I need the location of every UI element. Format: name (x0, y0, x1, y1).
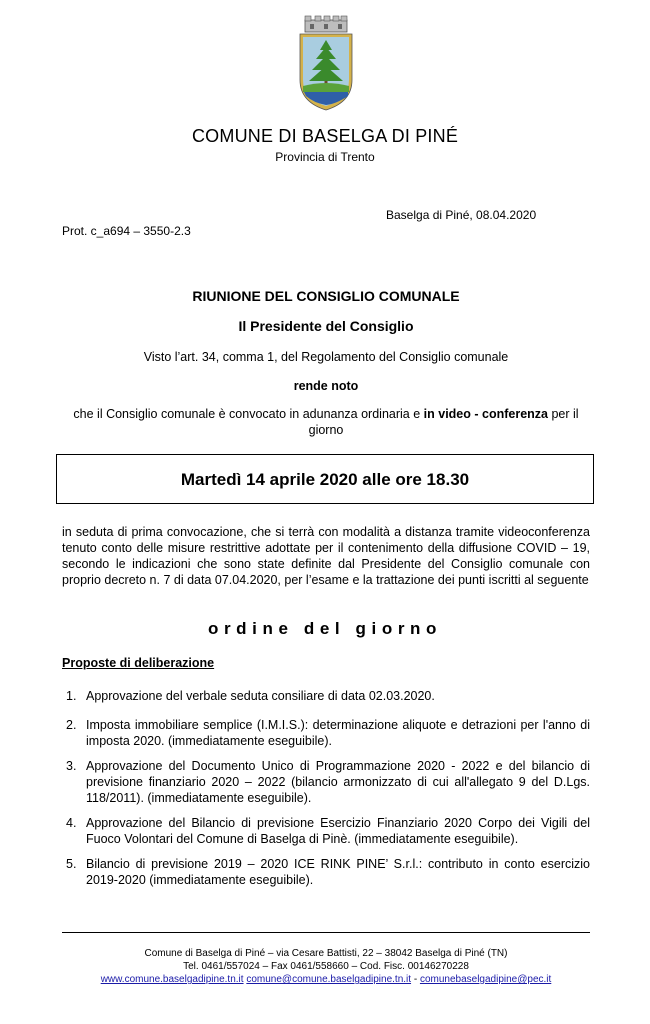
link-separator: - (411, 974, 420, 985)
agenda-item-number: 5. (66, 857, 77, 871)
province-name: Provincia di Trento (275, 150, 375, 164)
agenda-item-text: Approvazione del Documento Unico di Programmazione 2020 - 2022 e del bilancio di previsione finanziario 2020 – 2022 (bilancio armonizzato di cui all'allegato 9 del D.Lgs. 118/2011). (immediatamente eseguibile). (86, 759, 590, 805)
agenda-item (62, 856, 590, 888)
footer-contacts: Tel. 0461/557024 – Fax 0461/558660 – Cod. Fisc. 00146270228 (183, 961, 469, 972)
website-link[interactable]: www.comune.baselgadipine.tn.it (100, 974, 244, 985)
agenda-item-text: Approvazione del verbale seduta consiliare di data 02.03.2020. (86, 689, 435, 703)
agenda-item (62, 688, 590, 704)
agenda-item-number: 4. (66, 816, 77, 830)
email-link[interactable]: comune@comune.baselgadipine.tn.it (246, 974, 412, 985)
agenda-item (62, 815, 590, 847)
agenda-item-text: Approvazione del Bilancio di previsione Esercizio Finanziario 2020 Corpo dei Vigili del Fuoco Volontari del Comune di Baselga di Pinè. (immediatamente eseguibile). (86, 816, 590, 846)
agenda-item-text: Bilancio di previsione 2019 – 2020 ICE RINK PINE’ S.r.l.: contributo in conto esercizio 2019-2020 (immediatamente eseguibile). (86, 857, 590, 887)
meeting-title: RIUNIONE DEL CONSIGLIO COMUNALE (192, 288, 460, 304)
protocol-number: Prot. c_a694 – 3550-2.3 (62, 224, 191, 238)
rende-noto: rende noto (293, 379, 359, 393)
footer-divider (62, 932, 590, 933)
session-details: in seduta di prima convocazione, che si terrà con modalità a distanza tramite videoconferenza tenuto conto delle misure restrittive adottate per il contenimento della diffusione COVID – 19, secondo le indicazioni che sono state definite dal Presidente del Consiglio comunale con proprio decreto n. 7 di data 07.04.2020, per l’esame e la trattazione dei punti iscritti al seguente (62, 525, 590, 587)
agenda-item-number: 2. (66, 718, 77, 732)
footer-links (62, 974, 590, 985)
agenda-item-number: 3. (66, 759, 77, 773)
proposals-heading: Proposte di deliberazione (62, 656, 215, 670)
crown-icon (305, 16, 347, 32)
agenda-item (62, 717, 590, 749)
meeting-date-time: Martedì 14 aprile 2020 alle ore 18.30 (180, 470, 470, 489)
agenda-item (62, 758, 590, 806)
coat-of-arms-icon (296, 14, 356, 114)
municipality-name: COMUNE DI BASELGA DI PINÉ (191, 126, 459, 146)
meeting-date-box (56, 454, 594, 504)
convocation-text-start: che il Consiglio comunale è convocato in adunanza ordinaria e (73, 407, 424, 421)
pec-email-link[interactable]: comunebaselgadipine@pec.it (419, 974, 552, 985)
agenda-list (62, 688, 590, 888)
president-heading: Il Presidente del Consiglio (238, 318, 414, 334)
agenda-title: ordine del giorno (207, 619, 443, 638)
convocation-text-end: per il giorno (308, 407, 579, 437)
video-conference-emphasis: in video - conferenza (423, 407, 548, 421)
agenda-item-number: 1. (66, 689, 77, 703)
footer-address: Comune di Baselga di Piné – via Cesare Battisti, 22 – 38042 Baselga di Piné (TN) (144, 948, 508, 959)
place-and-date: Baselga di Piné, 08.04.2020 (386, 208, 537, 222)
regulation-reference: Visto l’art. 34, comma 1, del Regolamento del Consiglio comunale (143, 350, 509, 364)
agenda-item-text: Imposta immobiliare semplice (I.M.I.S.): determinazione aliquote e detrazioni per l'anno di imposta 2020. (immediatamente eseguibile). (86, 718, 590, 748)
convocation-text (62, 406, 590, 438)
